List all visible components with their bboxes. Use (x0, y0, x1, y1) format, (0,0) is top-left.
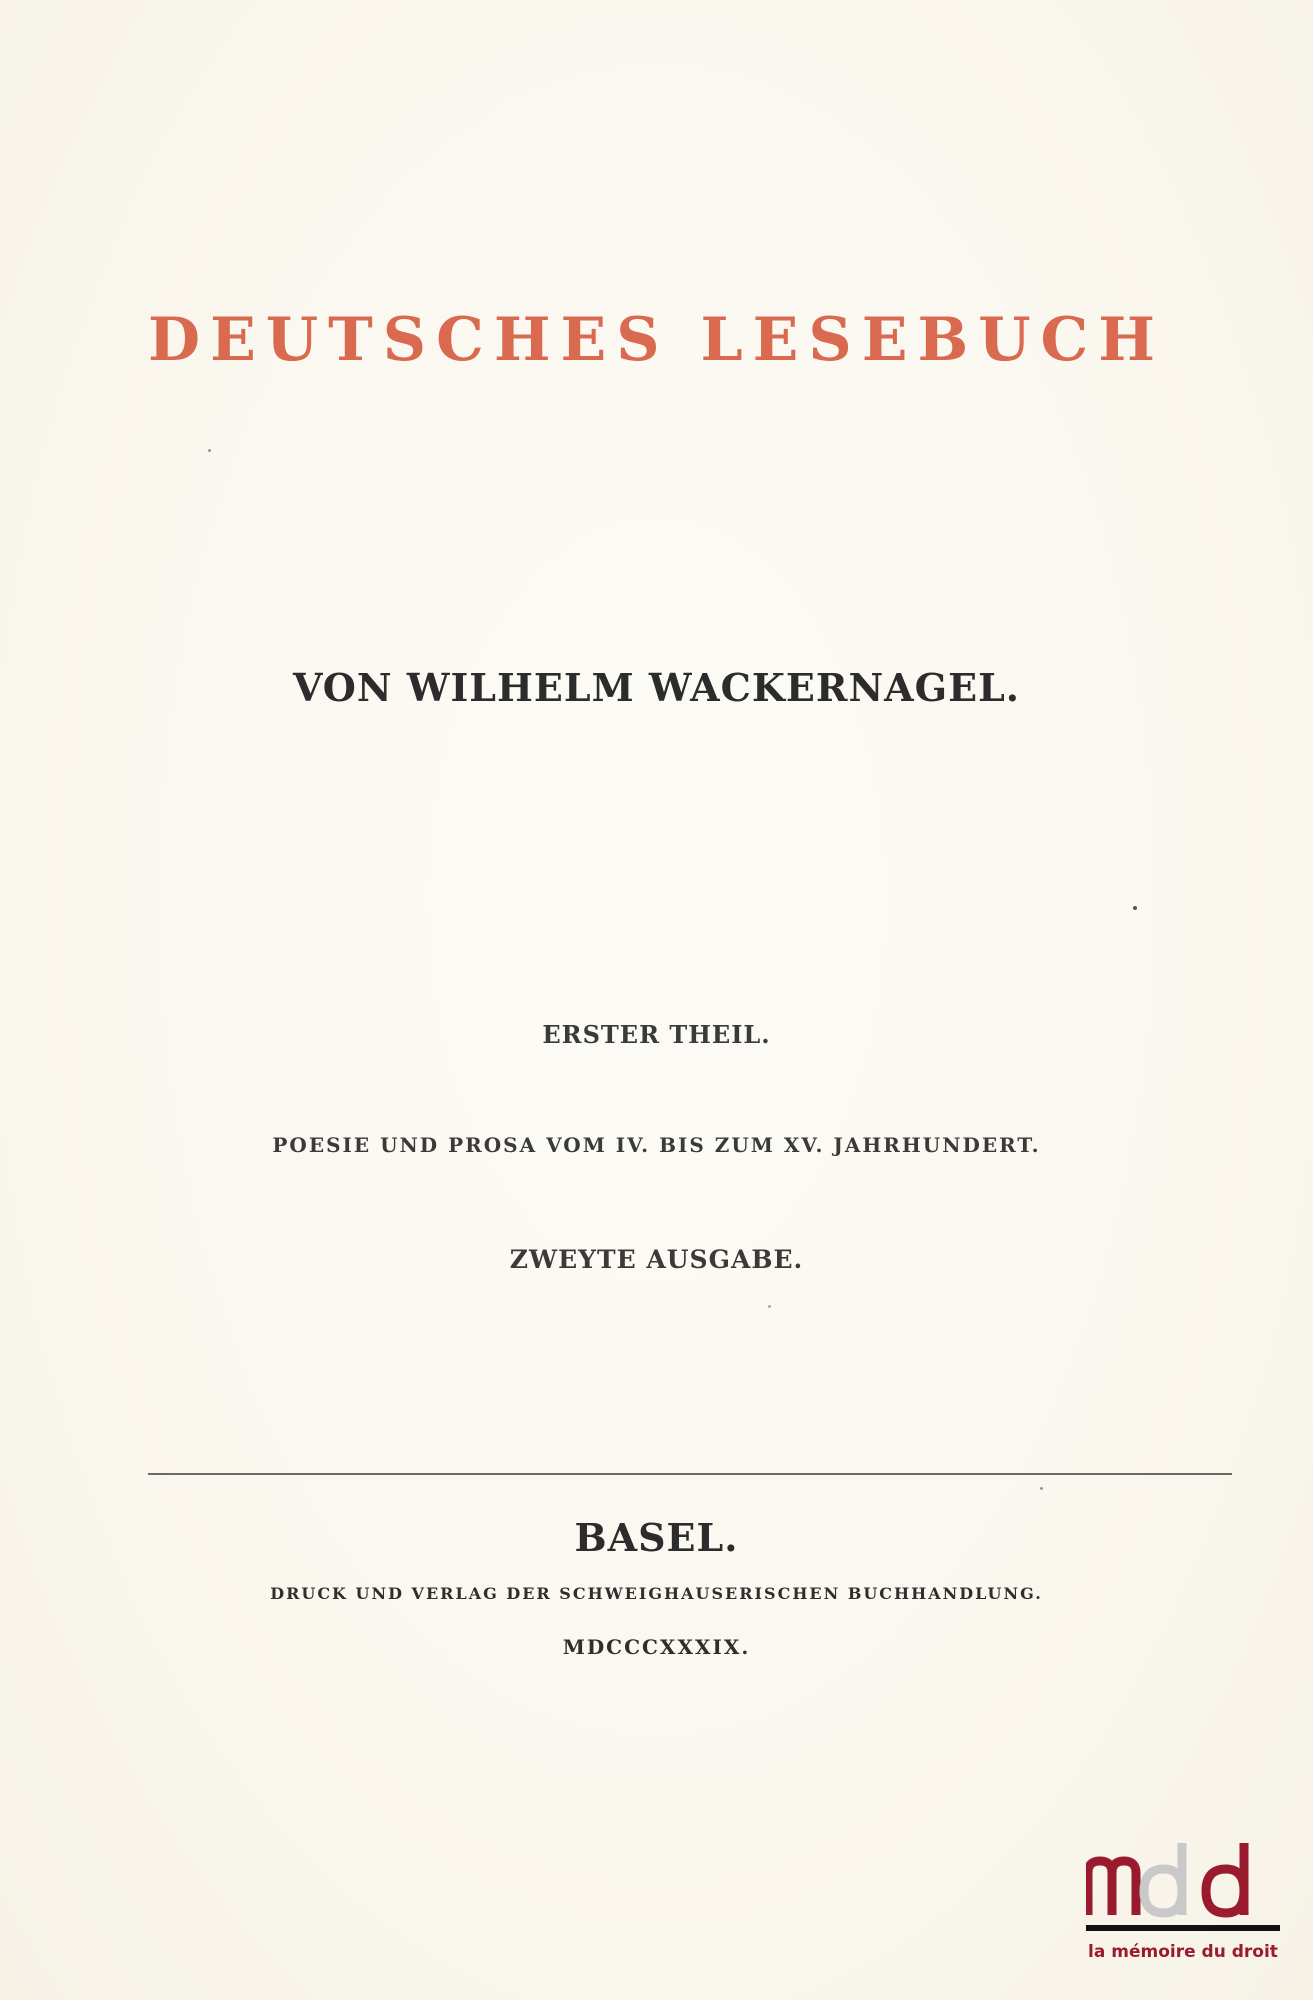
mdd-logo-mark (1086, 1833, 1280, 1933)
part-line: ERSTER THEIL. (542, 1020, 771, 1049)
divider-rule (148, 1473, 1232, 1475)
edition-line: ZWEYTE AUSGABE. (509, 1245, 804, 1274)
imprint-year: MDCCCXXXIX. (562, 1635, 751, 1659)
mdd-tagline: la mémoire du droit (1088, 1942, 1278, 1962)
imprint-publisher: DRUCK UND VERLAG DER SCHWEIGHAUSERISCHEN BUCHHANDLUNG. (270, 1584, 1043, 1603)
paper-speck (768, 1305, 771, 1308)
paper-speck (208, 449, 211, 452)
author-line: VON WILHELM WACKERNAGEL. (292, 665, 1021, 710)
paper-speck (1040, 1487, 1043, 1490)
book-title: DEUTSCHES LESEBUCH (148, 305, 1165, 375)
paper-speck (1133, 906, 1137, 910)
subtitle-line: POESIE UND PROSA VOM IV. BIS ZUM XV. JAHRHUNDERT. (272, 1133, 1041, 1157)
mdd-watermark-logo (1086, 1833, 1280, 1973)
imprint-city: BASEL. (574, 1515, 739, 1560)
